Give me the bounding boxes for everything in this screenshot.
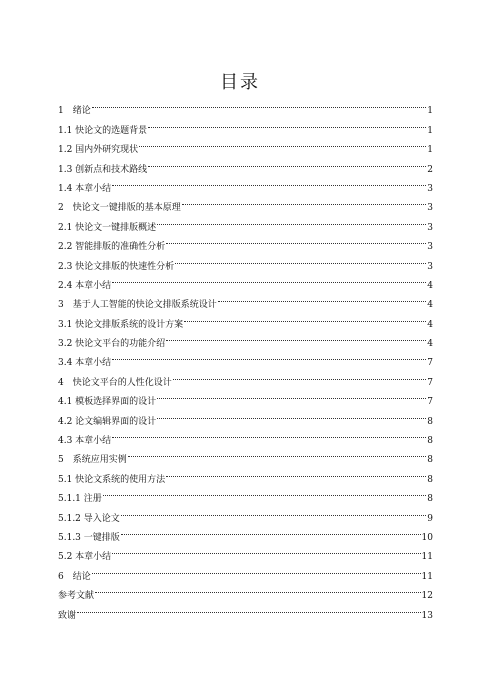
- toc-entry-label: 3.2 快论文平台的功能介绍: [58, 339, 166, 350]
- toc-entry-label: 1.1 快论文的选题背景: [58, 125, 148, 136]
- toc-entry-label: 5.1 快论文系统的使用方法: [58, 474, 166, 485]
- toc-entry-label: 4.1 模板选择界面的设计: [58, 397, 157, 408]
- toc-entry[interactable]: [58, 443, 433, 466]
- toc-entry-label: 2.3 快论文排版的快速性分析: [58, 261, 175, 272]
- toc-entry-page-number: 4: [427, 319, 433, 330]
- toc-entry-label: 5.1.3 一键排版: [58, 532, 120, 543]
- toc-entry-page-number: 9: [427, 513, 433, 524]
- toc-entry-page-number: 4: [427, 280, 433, 291]
- toc-dot-leader: [112, 172, 426, 191]
- toc-dot-leader: [103, 482, 427, 501]
- toc-entry[interactable]: [58, 346, 433, 369]
- toc-entry-label: 1.4 本章小结: [58, 183, 112, 194]
- toc-dot-leader: [92, 559, 421, 578]
- toc-dot-leader: [157, 210, 426, 229]
- toc-entry-page-number: 2: [427, 164, 433, 175]
- toc-entry-label: 5.2 本章小结: [58, 552, 112, 563]
- toc-entry[interactable]: [58, 559, 433, 582]
- toc-entry-page-number: 7: [427, 377, 433, 388]
- toc-entry[interactable]: [58, 113, 433, 136]
- page-title: 目录: [220, 72, 260, 93]
- toc-dot-leader: [182, 191, 427, 210]
- toc-entry-label: 2.4 本章小结: [58, 280, 112, 291]
- toc-dot-leader: [128, 443, 427, 462]
- toc-entry-page-number: 3: [427, 242, 433, 253]
- toc-entry[interactable]: [58, 172, 433, 194]
- toc-entry-label: 5.1.1 注册: [58, 494, 102, 505]
- toc-entry-label: 2.1 快论文一键排版概述: [58, 222, 157, 233]
- toc-entry[interactable]: [58, 579, 433, 602]
- toc-entry-page-number: 1: [427, 145, 433, 156]
- toc-entry[interactable]: [58, 191, 433, 214]
- toc-entry-label: 5.1.2 导入论文: [58, 513, 120, 524]
- toc-entry-label: 致谢: [58, 610, 77, 621]
- toc-dot-leader: [112, 540, 420, 559]
- toc-entry-page-number: 4: [427, 300, 433, 311]
- toc-entry-label: 3.4 本章小结: [58, 358, 112, 369]
- toc-entry-page-number: 3: [427, 203, 433, 214]
- toc-entry-label: 6 结论: [58, 571, 91, 582]
- toc-entry[interactable]: [58, 269, 433, 291]
- toc-entry-page-number: 4: [427, 339, 433, 350]
- toc-entry-label: 3 基于人工智能的快论文排版系统设计: [58, 300, 217, 311]
- toc-entry-label: 4 快论文平台的人性化设计: [58, 377, 172, 388]
- toc-entry-page-number: 13: [421, 610, 433, 621]
- toc-entry-page-number: 8: [427, 474, 433, 485]
- toc-entry[interactable]: [58, 501, 433, 524]
- toc-entry[interactable]: [58, 598, 433, 621]
- toc-dot-leader: [112, 269, 426, 288]
- toc-dot-leader: [157, 404, 426, 423]
- toc-entry-page-number: 3: [427, 261, 433, 272]
- toc-entry-label: 3.1 快论文排版系统的设计方案: [58, 319, 184, 330]
- toc-dot-leader: [148, 152, 426, 171]
- toc-entry-page-number: 8: [427, 416, 433, 427]
- toc-entry-page-number: 3: [427, 222, 433, 233]
- toc-entry[interactable]: [58, 540, 433, 563]
- toc-entry-label: 1.2 国内外研究现状: [58, 145, 139, 156]
- toc-dot-leader: [139, 133, 426, 152]
- toc-entry[interactable]: [58, 94, 433, 117]
- toc-dot-leader: [166, 327, 426, 346]
- toc-dot-leader: [166, 230, 426, 249]
- toc-list: [58, 94, 433, 621]
- toc-dot-leader: [77, 598, 421, 617]
- toc-entry-label: 参考文献: [58, 591, 95, 602]
- toc-entry-label: 1 绪论: [58, 106, 91, 117]
- toc-entry-page-number: 7: [427, 358, 433, 369]
- toc-entry-label: 2 快论文一键排版的基本原理: [58, 203, 181, 214]
- toc-entry-label: 2.2 智能排版的准确性分析: [58, 242, 166, 253]
- toc-entry-page-number: 1: [427, 125, 433, 136]
- toc-entry-page-number: 8: [427, 436, 433, 447]
- toc-entry[interactable]: [58, 288, 433, 311]
- toc-entry-page-number: 1: [427, 106, 433, 117]
- toc-dot-leader: [175, 249, 426, 268]
- toc-entry[interactable]: [58, 482, 433, 505]
- toc-entry-page-number: 8: [427, 455, 433, 466]
- toc-entry-page-number: 12: [421, 591, 433, 602]
- toc-dot-leader: [112, 346, 426, 365]
- toc-dot-leader: [112, 424, 426, 443]
- toc-dot-leader: [148, 113, 426, 132]
- toc-dot-leader: [95, 579, 421, 598]
- toc-entry[interactable]: [58, 365, 433, 388]
- toc-dot-leader: [121, 521, 421, 540]
- toc-dot-leader: [157, 385, 426, 404]
- toc-entry-label: 5 系统应用实例: [58, 455, 127, 466]
- toc-entry[interactable]: [58, 424, 433, 447]
- toc-entry-page-number: 3: [427, 183, 433, 194]
- toc-entry-page-number: 11: [421, 571, 433, 582]
- toc-dot-leader: [92, 94, 427, 113]
- toc-dot-leader: [184, 307, 426, 326]
- toc-entry-label: 4.3 本章小结: [58, 436, 112, 447]
- toc-entry-page-number: 10: [421, 532, 433, 543]
- toc-dot-leader: [166, 462, 426, 481]
- toc-entry-page-number: 7: [427, 397, 433, 408]
- toc-entry-page-number: 8: [427, 494, 433, 505]
- toc-entry-label: 1.3 创新点和技术路线: [58, 164, 148, 175]
- toc-dot-leader: [218, 288, 427, 307]
- toc-entry-page-number: 11: [421, 552, 433, 563]
- toc-dot-leader: [121, 501, 427, 520]
- toc-entry-label: 4.2 论文编辑界面的设计: [58, 416, 157, 427]
- toc-dot-leader: [173, 365, 427, 384]
